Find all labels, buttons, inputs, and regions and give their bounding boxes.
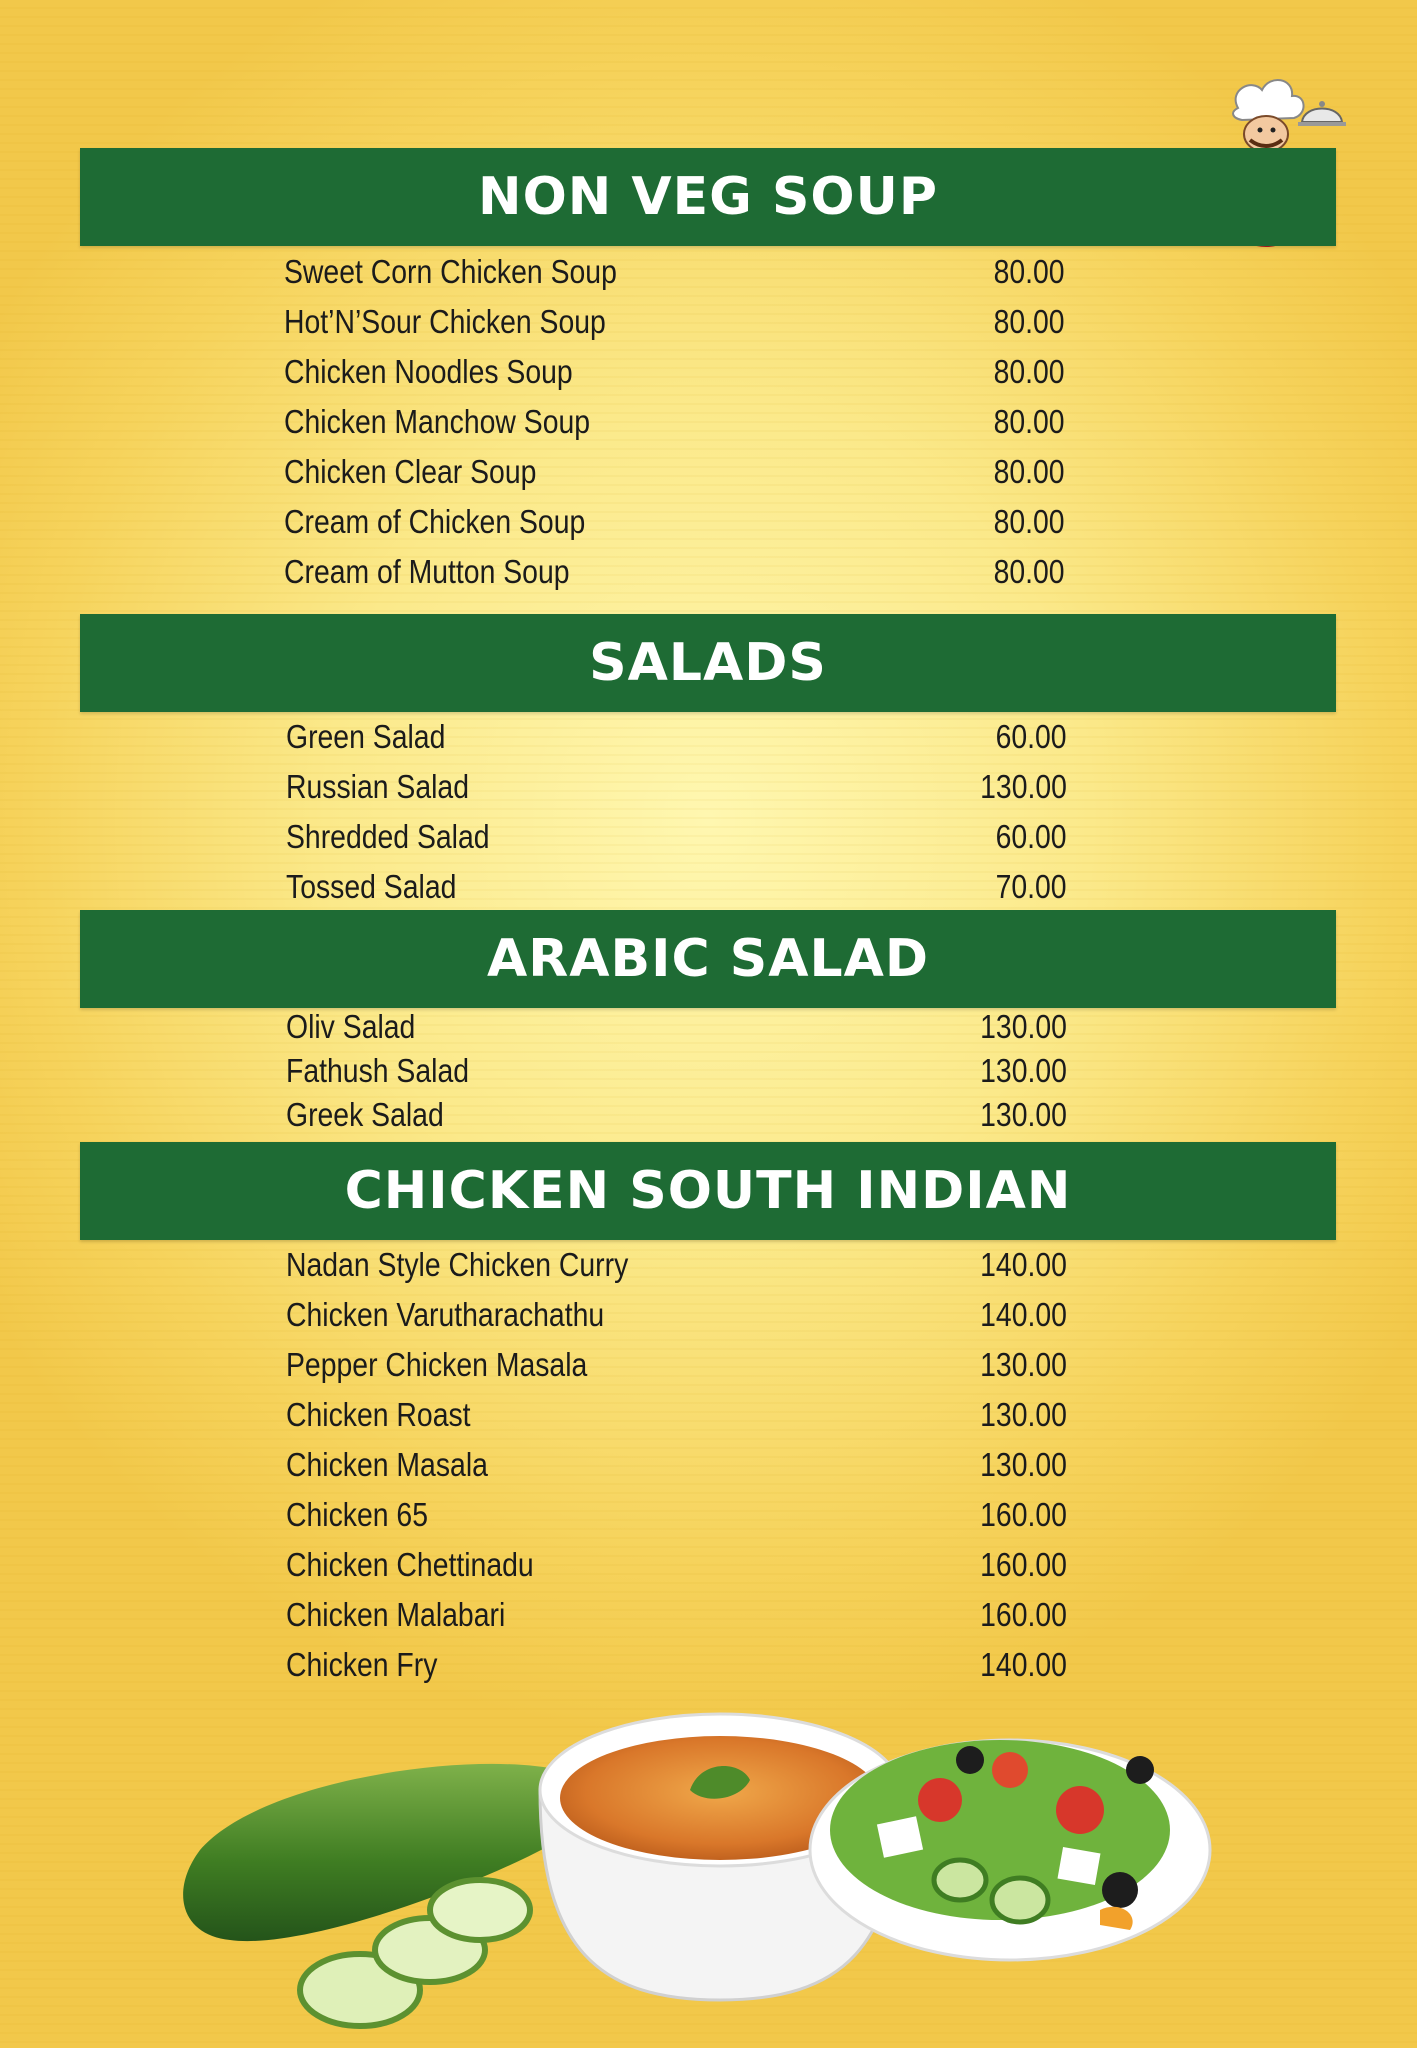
menu-item (0, 1340, 1417, 1390)
section-header-non-veg-soup (80, 148, 1336, 246)
menu-item (0, 297, 1417, 347)
item-price: 60.00 (995, 818, 1067, 855)
item-price: 130.00 (980, 1052, 1067, 1089)
section-header-chicken-south-indian (80, 1142, 1336, 1240)
item-price: 130.00 (980, 1008, 1067, 1045)
item-price: 160.00 (980, 1596, 1067, 1633)
item-price: 80.00 (993, 403, 1065, 440)
menu-item (0, 762, 1417, 812)
item-price: 80.00 (993, 553, 1065, 590)
cucumber-image (183, 1764, 590, 2026)
menu-item (0, 1390, 1417, 1440)
item-name: Oliv Salad (286, 1008, 416, 1045)
item-price: 140.00 (980, 1246, 1067, 1283)
menu-item (0, 862, 1417, 912)
item-name: Chicken Malabari (286, 1596, 506, 1633)
item-name: Chicken Clear Soup (284, 453, 537, 490)
item-name: Chicken Chettinadu (286, 1546, 534, 1583)
menu-item (0, 812, 1417, 862)
item-price: 130.00 (980, 1396, 1067, 1433)
item-name: Russian Salad (286, 768, 470, 805)
menu-item (0, 347, 1417, 397)
menu-item (0, 1640, 1417, 1690)
item-name: Hot’N’Sour Chicken Soup (284, 303, 606, 340)
salad-plate-image (810, 1740, 1210, 1960)
item-name: Pepper Chicken Masala (286, 1346, 588, 1383)
item-name: Chicken Noodles Soup (284, 353, 573, 390)
item-price: 80.00 (993, 353, 1065, 390)
menu-item (0, 1093, 1417, 1137)
section-title: CHICKEN SOUTH INDIAN (344, 1161, 1072, 1221)
item-price: 130.00 (980, 1096, 1067, 1133)
item-name: Chicken Manchow Soup (284, 403, 591, 440)
section-header-salads (80, 614, 1336, 712)
item-name: Greek Salad (286, 1096, 444, 1133)
item-price: 160.00 (980, 1546, 1067, 1583)
section-title: NON VEG SOUP (478, 167, 938, 227)
item-name: Chicken Fry (286, 1646, 438, 1683)
item-name: Nadan Style Chicken Curry (286, 1246, 629, 1283)
item-price: 80.00 (993, 303, 1065, 340)
item-name: Green Salad (286, 718, 446, 755)
item-price: 140.00 (980, 1646, 1067, 1683)
item-name: Chicken Masala (286, 1446, 488, 1483)
menu-item (0, 247, 1417, 297)
item-price: 80.00 (993, 253, 1065, 290)
item-name: Chicken Roast (286, 1396, 471, 1433)
item-name: Shredded Salad (286, 818, 490, 855)
menu-item (0, 1240, 1417, 1290)
item-name: Chicken Varutharachathu (286, 1296, 605, 1333)
item-price: 80.00 (993, 453, 1065, 490)
item-name: Cream of Mutton Soup (284, 553, 570, 590)
section-title: SALADS (589, 633, 827, 693)
menu-item (0, 1540, 1417, 1590)
menu-item (0, 1490, 1417, 1540)
item-price: 60.00 (995, 718, 1067, 755)
item-name: Sweet Corn Chicken Soup (284, 253, 617, 290)
item-name: Chicken 65 (286, 1496, 428, 1533)
item-price: 70.00 (995, 868, 1067, 905)
food-illustration (0, 1700, 1417, 2048)
section-title: ARABIC SALAD (486, 929, 929, 989)
menu-item (0, 497, 1417, 547)
menu-item (0, 1590, 1417, 1640)
section-header-arabic-salad (80, 910, 1336, 1008)
menu-item (0, 547, 1417, 597)
item-name: Tossed Salad (286, 868, 457, 905)
item-name: Fathush Salad (286, 1052, 470, 1089)
item-price: 80.00 (993, 503, 1065, 540)
item-price: 160.00 (980, 1496, 1067, 1533)
item-price: 130.00 (980, 768, 1067, 805)
menu-item (0, 1049, 1417, 1093)
item-name: Cream of Chicken Soup (284, 503, 586, 540)
menu-item (0, 447, 1417, 497)
menu-item (0, 1290, 1417, 1340)
menu-item (0, 1005, 1417, 1049)
item-price: 130.00 (980, 1346, 1067, 1383)
menu-item (0, 712, 1417, 762)
menu-item (0, 397, 1417, 447)
menu-item (0, 1440, 1417, 1490)
item-price: 130.00 (980, 1446, 1067, 1483)
item-price: 140.00 (980, 1296, 1067, 1333)
